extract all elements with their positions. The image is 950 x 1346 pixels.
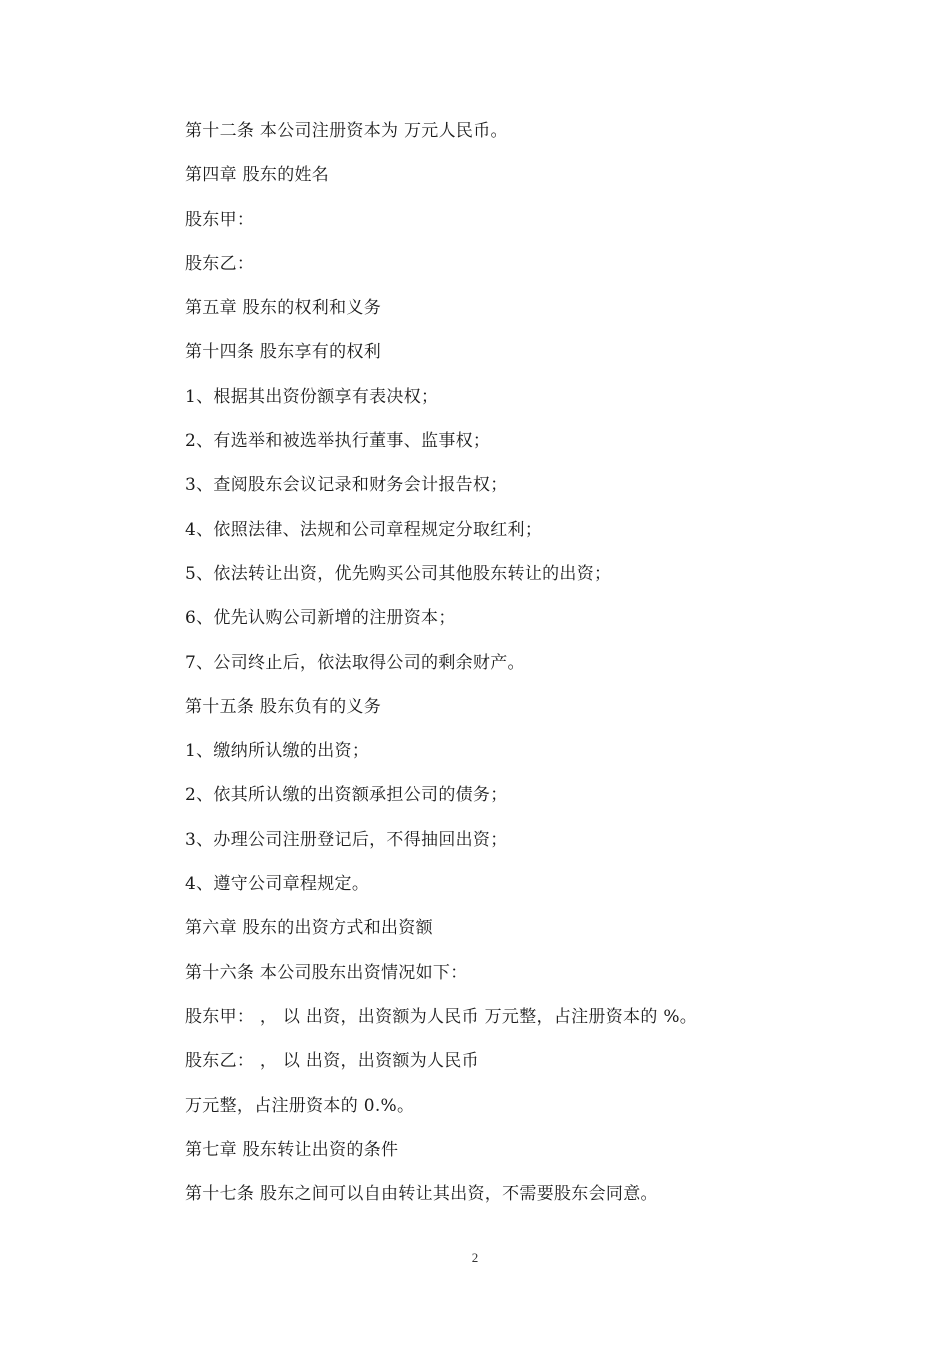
document-body — [185, 121, 885, 1228]
shareholder-a-contribution: 股东甲： ， 以 出资，出资额为人民币 万元整，占注册资本的 %。 — [185, 1006, 698, 1027]
article-17-text: 第十七条 股东之间可以自由转让其出资，不需要股东会同意。 — [185, 1184, 658, 1205]
duty-item-2: 2、依其所认缴的出资额承担公司的债务； — [185, 785, 508, 806]
right-item-2: 2、有选举和被选举执行董事、监事权； — [185, 431, 491, 452]
right-item-1: 1、根据其出资份额享有表决权； — [185, 386, 439, 407]
right-item-7: 7、公司终止后，依法取得公司的剩余财产。 — [185, 652, 525, 673]
shareholder-a-name: 股东甲： — [185, 209, 255, 230]
right-item-4: 4、依照法律、法规和公司章程规定分取红利； — [185, 519, 543, 540]
duty-item-4: 4、遵守公司章程规定。 — [185, 874, 370, 895]
article-12-capital: 第十二条 本公司注册资本为 万元人民币。 — [185, 121, 508, 141]
article-14-heading: 第十四条 股东享有的权利 — [185, 342, 382, 363]
article-16-heading: 第十六条 本公司股东出资情况如下： — [185, 962, 468, 983]
duty-item-1: 1、缴纳所认缴的出资； — [185, 741, 370, 762]
chapter-5-heading: 第五章 股东的权利和义务 — [185, 298, 382, 319]
chapter-7-heading: 第七章 股东转让出资的条件 — [185, 1139, 399, 1160]
duty-item-3: 3、办理公司注册登记后，不得抽回出资； — [185, 829, 508, 850]
article-15-heading: 第十五条 股东负有的义务 — [185, 696, 382, 717]
right-item-5: 5、依法转让出资，优先购买公司其他股东转让的出资； — [185, 563, 612, 584]
chapter-4-heading: 第四章 股东的姓名 — [185, 165, 330, 186]
shareholder-b-contribution-cont: 万元整，占注册资本的 0.%。 — [185, 1095, 415, 1116]
shareholder-b-contribution: 股东乙： ， 以 出资，出资额为人民币 — [185, 1051, 479, 1072]
chapter-6-heading: 第六章 股东的出资方式和出资额 — [185, 918, 433, 939]
right-item-6: 6、优先认购公司新增的注册资本； — [185, 608, 456, 629]
right-item-3: 3、查阅股东会议记录和财务会计报告权； — [185, 475, 508, 496]
page-number: 2 — [471, 1250, 479, 1265]
shareholder-b-name: 股东乙： — [185, 253, 255, 274]
